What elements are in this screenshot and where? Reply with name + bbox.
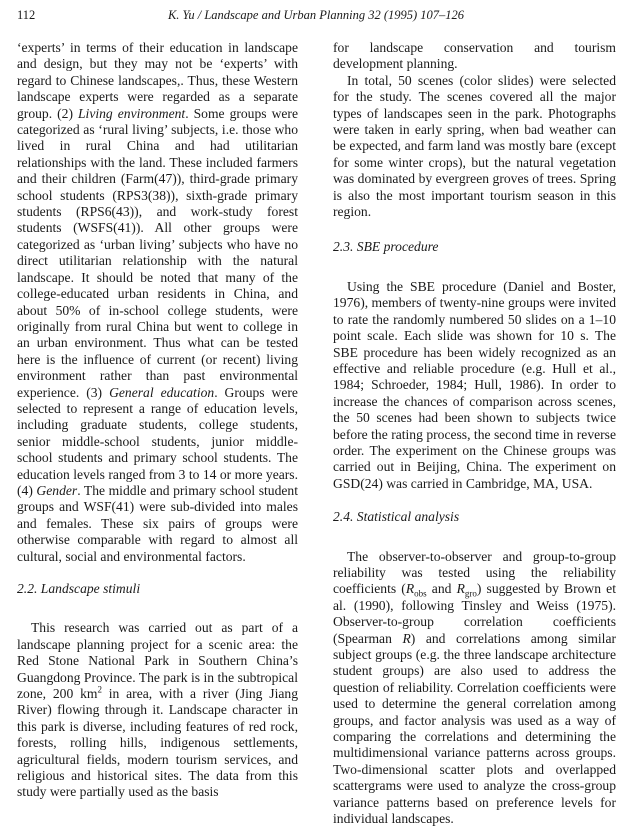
paragraph-continued: for landscape conservation and tourism development planning.: [333, 40, 616, 72]
paragraph-scenes: In total, 50 scenes (color slides) were selected for the study. The scenes covered all the major types of landscapes seen in the park. Photographs were taken in early spring, when bad weather can be expected, and farm land was mostly bare (except for some winter crops), but the natural vegetation was dominated by evergreen groves of trees. Spring is also the most important tourism season in this region.: [333, 72, 616, 220]
running-title: K. Yu / Landscape and Urban Planning 32 (1995) 107–126: [167, 8, 465, 22]
running-header: [17, 6, 615, 24]
paragraph-subject-groups: ‘experts’ in terms of their education in landscape and design, but they may not be ‘experts’ with regard to Chinese landscapes,. Thus, these Western landscape experts were regarded as a separate group. (2) Living environment. Some groups were categorized as ‘rural living’ subjects, i.e. those who lived in rural China and had utilitarian relationships with the land. These included farmers and their children (Farm(47)), third-grade primary school students (RPS3(38)), sixth-grade primary students (RPS6(43)), and work-study forest students (WSFS(41)). All other groups were categorized as ‘urban living’ subjects who have no direct utilitarian relationship with the natural landscape. It should be noted that many of the college-educated urban residents in China, and about 50% of in-school college students, were originally from rural China but went to college in an urban environment. Thus what can be tested here is the influence of current (or recent) living environment rather than past environmental experience. (3) General education. Groups were selected to represent a range of education levels, including graduate students, college students, senior middle-school students, junior middle-school students and primary school students. The education levels ranged from 3 to 14 or more years. (4) Gender. The middle and primary school student groups and WSF(41) were sub-divided into males and females. These six pairs of groups were otherwise comparable with regard to almost all cultural, social and environmental factors.: [17, 40, 299, 564]
term-general-education: General education: [109, 384, 215, 400]
paragraph-sbe-procedure: Using the SBE procedure (Daniel and Boster, 1976), members of twenty-nine groups were invited to rate the randomly numbered 50 slides on a 1–10 point scale. Each slide was shown for 10 s. The SBE procedure has been widely recognized as an effective and reliable procedure (e.g. Hull et al., 1984; Schroeder, 1984; Hull, 1986). In order to increase the chances of comparison across scenes, the 50 scenes had been shown to subjects twice before the rating process, the second time in reverse order. The experiment on the Chinese groups was carried out in Beijing, China. The experiment on GSD(24) was carried in Cambridge, MA, USA.: [333, 278, 616, 491]
paragraph-statistical-analysis: The observer-to-observer and group-to-group reliability was tested using the reliability coefficients ($R_{obs}$ and $R_{gro}$) suggested by Brown et al. (1990), following Tinsley and Weiss (1975). Observer-to-group correlation coefficients (Spearman R) and correlations among similar subject groups (e.g. the three landscape architecture student groups) are also used to address the question of reliability. Correlation coefficients were used to determine the general correlation among groups, and factor analysis was used as a way of comparing the correlations and determining the multidimensional variance patterns across groups. Two-dimensional scatter plots and overlapped scattergrams were used to analyze the cross-group variance patterns based on preference levels for individual landscapes.: [333, 548, 617, 827]
left-column: [17, 40, 298, 801]
section-heading-statistical-analysis: 2.4. Statistical analysis: [333, 509, 460, 525]
section-heading-sbe-procedure: 2.3. SBE procedure: [333, 239, 439, 255]
term-living-environment: Living environment: [77, 105, 186, 121]
section-heading-landscape-stimuli: 2.2. Landscape stimuli: [17, 581, 141, 596]
right-column: [333, 40, 616, 827]
page-number: 112: [17, 8, 36, 22]
term-gender: Gender: [36, 482, 78, 498]
paragraph-landscape-stimuli: This research was carried out as part of a landscape planning project for a scenic area: the Red Stone National Park in Southern China’s Guangdong Province. The park is in the subtropical zone, 200 $km^2$ in area, with a river (Jing Jiang River) flowing through it. Landscape character in this park is diverse, including features of red rock, forests, rolling hills, indigenous settlements, agricultural fields, modern tourism services, and religious and historical sites. The data from this study were partially used as the basis: [17, 620, 298, 800]
